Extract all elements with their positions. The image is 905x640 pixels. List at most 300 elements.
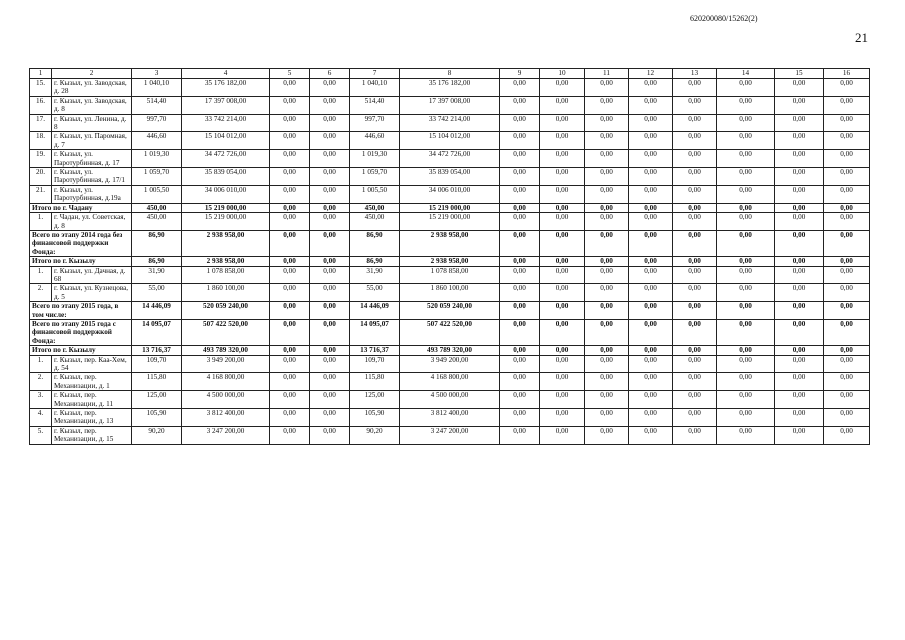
value-cell: 0,00 (629, 79, 673, 97)
value-cell: 0,00 (585, 132, 629, 150)
address-cell: г. Кызыл, ул. Паротурбинная, д.19а (52, 185, 132, 203)
value-cell: 0,00 (717, 132, 775, 150)
value-cell: 0,00 (717, 284, 775, 302)
value-cell: 507 422 520,00 (400, 319, 500, 345)
value-cell: 3 247 200,00 (182, 426, 270, 444)
value-cell: 0,00 (540, 96, 585, 114)
value-cell: 0,00 (824, 213, 870, 231)
column-number: 1 (30, 69, 52, 79)
value-cell: 0,00 (673, 96, 717, 114)
value-cell: 0,00 (500, 257, 540, 266)
address-cell: г. Кызыл, ул. Ленина, д. 8 (52, 114, 132, 132)
value-cell: 3 812 400,00 (182, 409, 270, 427)
value-cell: 0,00 (629, 168, 673, 186)
value-cell: 0,00 (500, 355, 540, 373)
value-cell: 31,90 (350, 266, 400, 284)
table-row (30, 284, 870, 302)
value-cell: 507 422 520,00 (182, 319, 270, 345)
value-cell: 0,00 (500, 319, 540, 345)
value-cell: 0,00 (673, 213, 717, 231)
value-cell: 0,00 (775, 132, 824, 150)
value-cell: 0,00 (673, 284, 717, 302)
value-cell: 0,00 (500, 79, 540, 97)
row-number: 18. (30, 132, 52, 150)
value-cell: 0,00 (500, 266, 540, 284)
value-cell: 493 789 320,00 (400, 346, 500, 355)
address-cell: г. Чадан, ул. Советская, д. 8 (52, 213, 132, 231)
value-cell: 0,00 (824, 96, 870, 114)
value-cell: 520 059 240,00 (182, 302, 270, 320)
value-cell: 0,00 (585, 96, 629, 114)
column-number: 10 (540, 69, 585, 79)
row-number: 3. (30, 391, 52, 409)
value-cell: 0,00 (270, 213, 310, 231)
value-cell: 0,00 (270, 391, 310, 409)
value-cell: 0,00 (775, 114, 824, 132)
table-row (30, 213, 870, 231)
row-number: 15. (30, 79, 52, 97)
value-cell: 3 949 200,00 (182, 355, 270, 373)
value-cell: 90,20 (350, 426, 400, 444)
value-cell: 17 397 008,00 (400, 96, 500, 114)
address-cell: г. Кызыл, ул. Заводская, д. 28 (52, 79, 132, 97)
value-cell: 0,00 (270, 168, 310, 186)
value-cell: 0,00 (775, 257, 824, 266)
value-cell: 0,00 (824, 168, 870, 186)
value-cell: 0,00 (540, 284, 585, 302)
value-cell: 0,00 (585, 284, 629, 302)
value-cell: 0,00 (775, 391, 824, 409)
value-cell: 0,00 (775, 319, 824, 345)
value-cell: 105,90 (350, 409, 400, 427)
document-number: 620200080/15262(2) (690, 14, 758, 23)
value-cell: 1 078 858,00 (182, 266, 270, 284)
value-cell: 0,00 (673, 346, 717, 355)
value-cell: 0,00 (310, 230, 350, 256)
value-cell: 0,00 (717, 168, 775, 186)
value-cell: 0,00 (500, 302, 540, 320)
row-number: 19. (30, 150, 52, 168)
value-cell: 0,00 (629, 284, 673, 302)
housing-program-table (29, 68, 870, 445)
value-cell: 0,00 (585, 391, 629, 409)
value-cell: 0,00 (717, 230, 775, 256)
value-cell: 0,00 (270, 185, 310, 203)
column-number: 15 (775, 69, 824, 79)
value-cell: 0,00 (310, 426, 350, 444)
value-cell: 0,00 (540, 150, 585, 168)
value-cell: 0,00 (310, 96, 350, 114)
value-cell: 34 006 010,00 (182, 185, 270, 203)
value-cell: 0,00 (824, 185, 870, 203)
value-cell: 520 059 240,00 (400, 302, 500, 320)
value-cell: 0,00 (775, 168, 824, 186)
value-cell: 0,00 (540, 168, 585, 186)
value-cell: 15 219 000,00 (400, 213, 500, 231)
value-cell: 0,00 (717, 96, 775, 114)
value-cell: 0,00 (629, 319, 673, 345)
value-cell: 14 446,09 (132, 302, 182, 320)
value-cell: 55,00 (132, 284, 182, 302)
value-cell: 0,00 (270, 96, 310, 114)
value-cell: 0,00 (270, 132, 310, 150)
value-cell: 0,00 (673, 302, 717, 320)
value-cell: 31,90 (132, 266, 182, 284)
value-cell: 1 019,30 (350, 150, 400, 168)
value-cell: 35 839 054,00 (400, 168, 500, 186)
value-cell: 0,00 (673, 230, 717, 256)
value-cell: 0,00 (310, 132, 350, 150)
value-cell: 35 839 054,00 (182, 168, 270, 186)
value-cell: 0,00 (585, 114, 629, 132)
value-cell: 0,00 (775, 213, 824, 231)
value-cell: 125,00 (350, 391, 400, 409)
value-cell: 0,00 (500, 426, 540, 444)
table-row (30, 79, 870, 97)
value-cell: 0,00 (500, 391, 540, 409)
value-cell: 0,00 (540, 230, 585, 256)
value-cell: 0,00 (673, 319, 717, 345)
row-number: 1. (30, 355, 52, 373)
value-cell: 0,00 (270, 346, 310, 355)
value-cell: 0,00 (717, 426, 775, 444)
column-number: 14 (717, 69, 775, 79)
value-cell: 86,90 (132, 257, 182, 266)
total-label: Итого по г. Кызылу (30, 257, 132, 266)
total-label: Итого по г. Чадану (30, 203, 132, 212)
value-cell: 0,00 (824, 346, 870, 355)
value-cell: 0,00 (629, 391, 673, 409)
value-cell: 0,00 (310, 114, 350, 132)
value-cell: 0,00 (673, 114, 717, 132)
value-cell: 15 104 012,00 (182, 132, 270, 150)
value-cell: 0,00 (775, 409, 824, 427)
value-cell: 1 040,10 (132, 79, 182, 97)
value-cell: 0,00 (775, 230, 824, 256)
value-cell: 0,00 (824, 284, 870, 302)
value-cell: 0,00 (585, 373, 629, 391)
value-cell: 0,00 (717, 346, 775, 355)
value-cell: 0,00 (270, 150, 310, 168)
column-number: 3 (132, 69, 182, 79)
value-cell: 450,00 (350, 213, 400, 231)
value-cell: 0,00 (775, 96, 824, 114)
value-cell: 0,00 (824, 373, 870, 391)
value-cell: 0,00 (824, 266, 870, 284)
value-cell: 0,00 (717, 266, 775, 284)
value-cell: 0,00 (673, 266, 717, 284)
value-cell: 0,00 (629, 426, 673, 444)
value-cell: 0,00 (585, 150, 629, 168)
value-cell: 0,00 (585, 257, 629, 266)
value-cell: 15 219 000,00 (182, 203, 270, 212)
value-cell: 446,60 (350, 132, 400, 150)
row-number: 5. (30, 426, 52, 444)
value-cell: 0,00 (270, 230, 310, 256)
value-cell: 0,00 (629, 409, 673, 427)
value-cell: 0,00 (540, 203, 585, 212)
value-cell: 4 500 000,00 (400, 391, 500, 409)
value-cell: 0,00 (824, 230, 870, 256)
value-cell: 0,00 (775, 346, 824, 355)
value-cell: 0,00 (310, 266, 350, 284)
column-number: 2 (52, 69, 132, 79)
value-cell: 3 247 200,00 (400, 426, 500, 444)
value-cell: 15 219 000,00 (400, 203, 500, 212)
value-cell: 33 742 214,00 (182, 114, 270, 132)
value-cell: 1 860 100,00 (182, 284, 270, 302)
value-cell: 0,00 (310, 168, 350, 186)
value-cell: 109,70 (350, 355, 400, 373)
value-cell: 115,80 (132, 373, 182, 391)
value-cell: 0,00 (270, 114, 310, 132)
value-cell: 0,00 (310, 284, 350, 302)
value-cell: 2 938 958,00 (182, 257, 270, 266)
column-number: 12 (629, 69, 673, 79)
value-cell: 0,00 (270, 426, 310, 444)
table-row (30, 150, 870, 168)
address-cell: г. Кызыл, пер. Каа-Хем, д. 54 (52, 355, 132, 373)
value-cell: 1 059,70 (350, 168, 400, 186)
address-cell: г. Кызыл, ул. Паротурбинная, д. 17/1 (52, 168, 132, 186)
value-cell: 0,00 (310, 391, 350, 409)
column-number: 8 (400, 69, 500, 79)
value-cell: 0,00 (673, 257, 717, 266)
value-cell: 0,00 (629, 203, 673, 212)
value-cell: 115,80 (350, 373, 400, 391)
value-cell: 514,40 (132, 96, 182, 114)
value-cell: 2 938 958,00 (182, 230, 270, 256)
value-cell: 0,00 (824, 203, 870, 212)
value-cell: 0,00 (500, 185, 540, 203)
value-cell: 17 397 008,00 (182, 96, 270, 114)
value-cell: 0,00 (540, 409, 585, 427)
total-row (30, 230, 870, 256)
value-cell: 0,00 (270, 355, 310, 373)
row-number: 20. (30, 168, 52, 186)
value-cell: 0,00 (717, 213, 775, 231)
value-cell: 0,00 (824, 426, 870, 444)
value-cell: 0,00 (673, 132, 717, 150)
total-label: Итого по г. Кызылу (30, 346, 132, 355)
value-cell: 0,00 (540, 266, 585, 284)
value-cell: 0,00 (585, 355, 629, 373)
value-cell: 514,40 (350, 96, 400, 114)
column-number: 13 (673, 69, 717, 79)
value-cell: 0,00 (540, 114, 585, 132)
value-cell: 450,00 (132, 213, 182, 231)
value-cell: 0,00 (824, 302, 870, 320)
value-cell: 0,00 (585, 409, 629, 427)
value-cell: 14 095,07 (350, 319, 400, 345)
value-cell: 0,00 (629, 150, 673, 168)
value-cell: 0,00 (270, 79, 310, 97)
table-row (30, 409, 870, 427)
value-cell: 450,00 (132, 203, 182, 212)
value-cell: 1 005,50 (132, 185, 182, 203)
value-cell: 0,00 (500, 114, 540, 132)
row-number: 1. (30, 213, 52, 231)
value-cell: 14 446,09 (350, 302, 400, 320)
value-cell: 0,00 (629, 257, 673, 266)
value-cell: 0,00 (717, 150, 775, 168)
table-row (30, 185, 870, 203)
column-number: 7 (350, 69, 400, 79)
address-cell: г. Кызыл, пер. Механизации, д. 13 (52, 409, 132, 427)
value-cell: 1 078 858,00 (400, 266, 500, 284)
value-cell: 0,00 (585, 168, 629, 186)
value-cell: 0,00 (540, 355, 585, 373)
table-row (30, 391, 870, 409)
value-cell: 0,00 (585, 302, 629, 320)
row-number: 21. (30, 185, 52, 203)
value-cell: 0,00 (717, 203, 775, 212)
value-cell: 0,00 (717, 302, 775, 320)
total-label: Всего по этапу 2014 года без финансовой поддержки Фонда: (30, 230, 132, 256)
value-cell: 0,00 (775, 185, 824, 203)
value-cell: 0,00 (775, 150, 824, 168)
value-cell: 1 019,30 (132, 150, 182, 168)
value-cell: 0,00 (500, 203, 540, 212)
value-cell: 0,00 (310, 409, 350, 427)
table-row (30, 168, 870, 186)
value-cell: 0,00 (540, 319, 585, 345)
value-cell: 0,00 (717, 409, 775, 427)
value-cell: 0,00 (629, 132, 673, 150)
value-cell: 0,00 (824, 150, 870, 168)
value-cell: 0,00 (270, 266, 310, 284)
value-cell: 0,00 (310, 79, 350, 97)
value-cell: 0,00 (540, 302, 585, 320)
value-cell: 15 104 012,00 (400, 132, 500, 150)
address-cell: г. Кызыл, ул. Паромная, д. 7 (52, 132, 132, 150)
value-cell: 0,00 (310, 373, 350, 391)
page-number: 21 (855, 30, 868, 45)
value-cell: 0,00 (775, 426, 824, 444)
value-cell: 0,00 (824, 355, 870, 373)
value-cell: 86,90 (350, 230, 400, 256)
value-cell: 4 168 800,00 (400, 373, 500, 391)
row-number: 4. (30, 409, 52, 427)
value-cell: 0,00 (824, 409, 870, 427)
value-cell: 0,00 (270, 373, 310, 391)
total-row (30, 203, 870, 212)
value-cell: 2 938 958,00 (400, 257, 500, 266)
table-row (30, 355, 870, 373)
value-cell: 0,00 (717, 114, 775, 132)
total-row (30, 257, 870, 266)
value-cell: 0,00 (673, 391, 717, 409)
value-cell: 14 095,07 (132, 319, 182, 345)
address-cell: г. Кызыл, ул. Паротурбинная, д. 17 (52, 150, 132, 168)
value-cell: 0,00 (629, 114, 673, 132)
column-number-row (30, 69, 870, 79)
value-cell: 0,00 (673, 203, 717, 212)
value-cell: 0,00 (540, 185, 585, 203)
value-cell: 0,00 (775, 284, 824, 302)
value-cell: 0,00 (717, 355, 775, 373)
value-cell: 0,00 (585, 230, 629, 256)
value-cell: 90,20 (132, 426, 182, 444)
value-cell: 0,00 (500, 132, 540, 150)
value-cell: 0,00 (775, 355, 824, 373)
value-cell: 1 040,10 (350, 79, 400, 97)
value-cell: 13 716,37 (350, 346, 400, 355)
value-cell: 0,00 (629, 355, 673, 373)
value-cell: 0,00 (540, 346, 585, 355)
value-cell: 0,00 (500, 409, 540, 427)
value-cell: 0,00 (585, 185, 629, 203)
value-cell: 0,00 (310, 319, 350, 345)
value-cell: 0,00 (775, 302, 824, 320)
value-cell: 0,00 (673, 79, 717, 97)
value-cell: 0,00 (629, 185, 673, 203)
value-cell: 0,00 (629, 373, 673, 391)
table-row (30, 132, 870, 150)
value-cell: 493 789 320,00 (182, 346, 270, 355)
table-row (30, 114, 870, 132)
value-cell: 0,00 (500, 230, 540, 256)
value-cell: 0,00 (540, 79, 585, 97)
table-row (30, 426, 870, 444)
value-cell: 3 949 200,00 (400, 355, 500, 373)
value-cell: 0,00 (270, 319, 310, 345)
value-cell: 0,00 (540, 426, 585, 444)
row-number: 2. (30, 373, 52, 391)
value-cell: 450,00 (350, 203, 400, 212)
row-number: 16. (30, 96, 52, 114)
value-cell: 0,00 (673, 185, 717, 203)
total-row (30, 302, 870, 320)
address-cell: г. Кызыл, пер. Механизации, д. 11 (52, 391, 132, 409)
value-cell: 0,00 (775, 79, 824, 97)
address-cell: г. Кызыл, ул. Заводская, д. 8 (52, 96, 132, 114)
value-cell: 4 168 800,00 (182, 373, 270, 391)
value-cell: 0,00 (629, 96, 673, 114)
column-number: 5 (270, 69, 310, 79)
value-cell: 86,90 (350, 257, 400, 266)
value-cell: 35 176 182,00 (182, 79, 270, 97)
value-cell: 0,00 (824, 257, 870, 266)
value-cell: 0,00 (310, 346, 350, 355)
value-cell: 4 500 000,00 (182, 391, 270, 409)
value-cell: 997,70 (350, 114, 400, 132)
value-cell: 0,00 (500, 284, 540, 302)
value-cell: 0,00 (540, 373, 585, 391)
value-cell: 0,00 (824, 132, 870, 150)
value-cell: 34 472 726,00 (182, 150, 270, 168)
value-cell: 0,00 (824, 79, 870, 97)
table-row (30, 266, 870, 284)
row-number: 2. (30, 284, 52, 302)
value-cell: 0,00 (824, 391, 870, 409)
value-cell: 0,00 (673, 355, 717, 373)
value-cell: 0,00 (270, 203, 310, 212)
value-cell: 0,00 (585, 346, 629, 355)
value-cell: 0,00 (717, 391, 775, 409)
table-row (30, 96, 870, 114)
value-cell: 109,70 (132, 355, 182, 373)
value-cell: 0,00 (270, 409, 310, 427)
value-cell: 0,00 (310, 185, 350, 203)
value-cell: 0,00 (270, 257, 310, 266)
value-cell: 0,00 (585, 213, 629, 231)
value-cell: 0,00 (717, 79, 775, 97)
value-cell: 0,00 (270, 302, 310, 320)
value-cell: 0,00 (673, 426, 717, 444)
value-cell: 0,00 (673, 409, 717, 427)
total-row (30, 346, 870, 355)
